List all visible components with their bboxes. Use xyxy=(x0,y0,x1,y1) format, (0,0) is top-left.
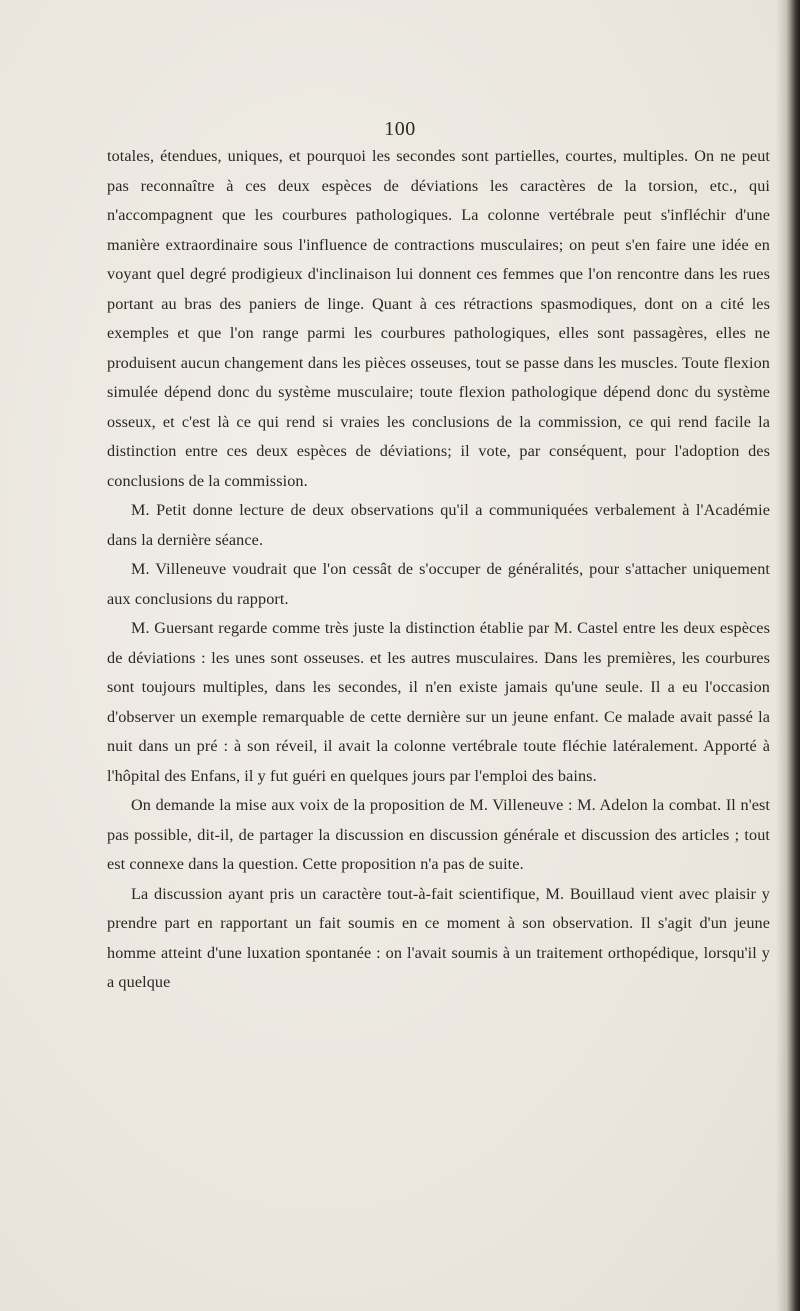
paragraph-petit: M. Petit donne lecture de deux observations qu'il a communiquées verbalement à l'Académie dans la dernière séance. xyxy=(107,501,770,549)
paragraph-continuation: totales, étendues, uniques, et pourquoi les secondes sont partielles, courtes, multiples. On ne peut pas reconnaître à ces deux espèces de déviations les caractères de la torsion, etc., qui n'accompagnent que les courbures pathologiques. La colonne vertébrale peut s'infléchir d'une manière extraordinaire sous l'influence de contractions musculaires; on peut s'en faire une idée en voyant quel degré prodigieux d'inclinaison lui donnent ces femmes que l'on rencontre dans les rues portant au bras des paniers de linge. Quant à ces rétractions spasmodiques, dont on a cité les exemples et que l'on range parmi les courbures pathologiques, elles sont passagères, elles ne produisent aucun changement dans les pièces osseuses, tout se passe dans les muscles. Toute flexion simulée dépend donc du système musculaire; toute flexion pathologique dépend donc du système osseux, et c'est là ce qui rend si vraies les conclusions de la commission, ce qui rend facile la distinction entre ces deux espèces de déviations; il vote, par conséquent, pour l'adoption des conclusions de la commission. xyxy=(107,147,770,490)
body-text xyxy=(107,142,770,998)
paragraph-guersant: M. Guersant regarde comme très juste la distinction établie par M. Castel entre les deux espèces de déviations : les unes sont osseuses. et les autres musculaires. Dans les premières, les courbures sont toujours multiples, dans les secondes, il n'en existe jamais qu'une seule. Il a eu l'occasion d'observer un exemple remarquable de cette dernière sur un jeune enfant. Ce malade avait passé la nuit dans un pré : à son réveil, il avait la colonne vertébrale toute fléchie latéralement. Apporté à l'hôpital des Enfans, il y fut guéri en quelques jours par l'emploi des bains. xyxy=(107,619,770,785)
binding-edge xyxy=(786,0,800,1311)
paragraph-villeneuve: M. Villeneuve voudrait que l'on cessât de s'occuper de généralités, pour s'attacher uniquement aux conclusions du rapport. xyxy=(107,560,770,608)
paragraph-adelon: On demande la mise aux voix de la proposition de M. Villeneuve : M. Adelon la combat. Il n'est pas possible, dit-il, de partager la discussion en discussion générale et discussion des articles ; tout est connexe dans la question. Cette proposition n'a pas de suite. xyxy=(107,796,770,873)
paragraph-bouillaud: La discussion ayant pris un caractère tout-à-fait scientifique, M. Bouillaud vient avec plaisir y prendre part en rapportant un fait soumis en ce moment à son observation. Il s'agit d'un jeune homme atteint d'une luxation spontanée : on l'avait soumis à un traitement orthopédique, lorsqu'il y a quelque xyxy=(107,884,770,991)
binding-shadow xyxy=(776,0,786,1311)
page-number: 100 xyxy=(384,118,416,140)
